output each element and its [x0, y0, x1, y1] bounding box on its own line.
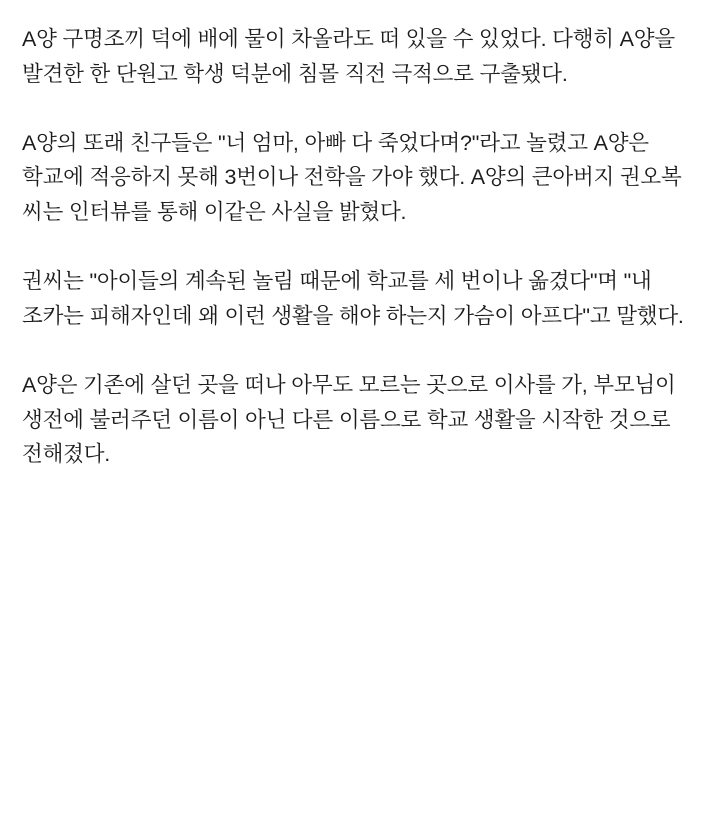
- article-paragraph: A양 구명조끼 덕에 배에 물이 차올라도 떠 있을 수 있었다. 다행히 A양을 발견한 한 단원고 학생 덕분에 침몰 직전 극적으로 구출됐다.: [22, 27, 681, 86]
- article-paragraph: A양의 또래 친구들은 "너 엄마, 아빠 다 죽었다며?"라고 놀렸고 A양은 학교에 적응하지 못해 3번이나 전학을 가야 했다. A양의 큰아버지 권오복 씨는 인터뷰를 통해 이같은 사실을 밝혔다.: [22, 130, 688, 225]
- article-paragraph: A양은 기존에 살던 곳을 떠나 아무도 모르는 곳으로 이사를 가, 부모님이 생전에 불러주던 이름이 아닌 다른 이름으로 학교 생활을 시작한 것으로 전해졌다.: [22, 372, 682, 467]
- article-paragraph: 권씨는 "아이들의 계속된 놀림 때문에 학교를 세 번이나 옮겼다"며 "내 조카는 피해자인데 왜 이런 생활을 해야 하는지 가슴이 아프다"고 말했다.: [22, 269, 684, 328]
